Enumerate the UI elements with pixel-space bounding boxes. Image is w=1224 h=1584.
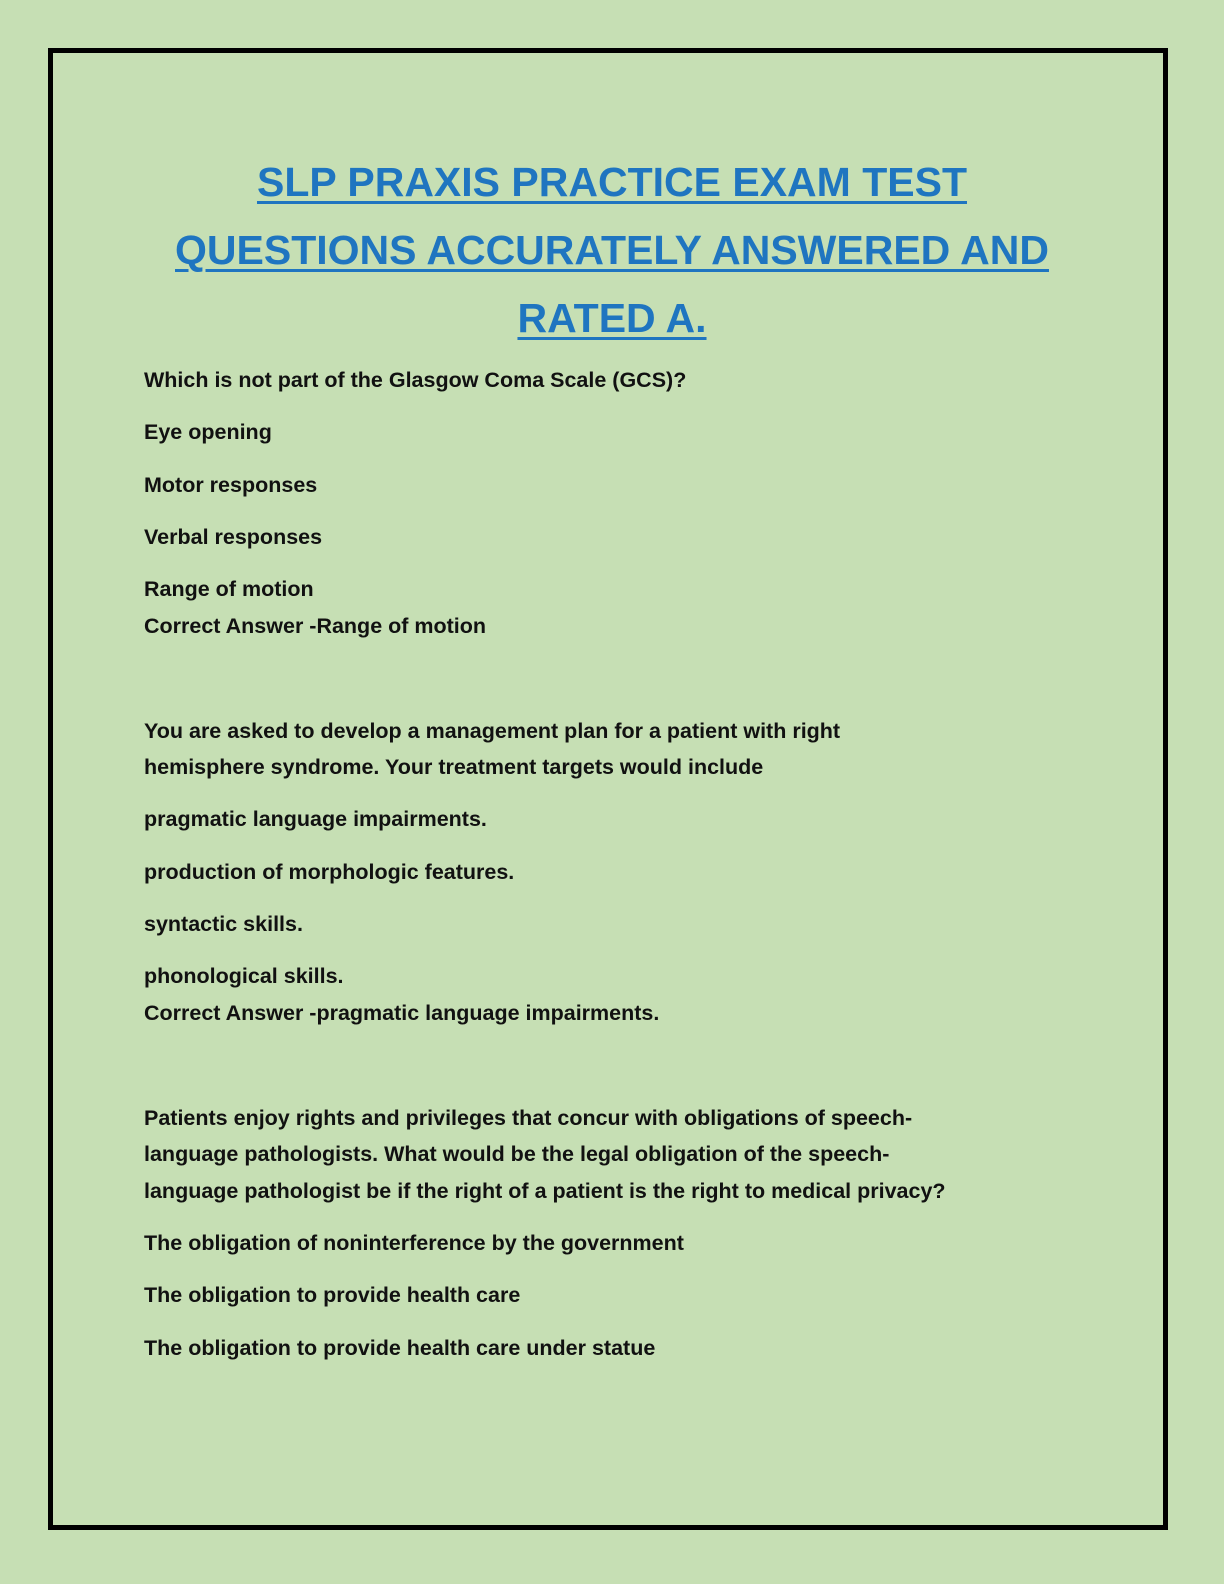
question-2-text-line-1: You are asked to develop a management plan for a patient with right	[144, 719, 841, 743]
question-2-option-4: phonological skills.	[144, 964, 344, 988]
question-3-text-line-3: language pathologist be if the right of a patient is the right to medical privacy?	[144, 1179, 946, 1203]
question-3-text-line-2: language pathologists. What would be the legal obligation of the speech-	[144, 1142, 890, 1166]
title-line-3: RATED A.	[517, 295, 707, 341]
question-2-option-2: production of morphologic features.	[144, 860, 515, 884]
question-3-option-1: The obligation of noninterference by the government	[144, 1231, 684, 1255]
question-3-option-2: The obligation to provide health care	[144, 1283, 521, 1307]
question-2-option-3: syntactic skills.	[144, 912, 303, 936]
question-2-option-1: pragmatic language impairments.	[144, 807, 487, 831]
question-1-answer: Correct Answer -Range of motion	[144, 614, 487, 638]
question-1-option-3: Verbal responses	[144, 525, 323, 549]
question-1-option-4: Range of motion	[144, 577, 314, 601]
question-2-text-line-2: hemisphere syndrome. Your treatment targets would include	[144, 755, 764, 779]
title-line-2: QUESTIONS ACCURATELY ANSWERED AND	[175, 227, 1049, 273]
question-3-option-3: The obligation to provide health care under statue	[144, 1336, 656, 1360]
question-2-answer: Correct Answer -pragmatic language impairments.	[144, 1001, 660, 1025]
document-title	[100, 148, 1124, 352]
title-line-1: SLP PRAXIS PRACTICE EXAM TEST	[256, 159, 967, 205]
question-1-text: Which is not part of the Glasgow Coma Scale (GCS)?	[144, 368, 687, 392]
question-1-option-1: Eye opening	[144, 420, 272, 444]
question-3-text-line-1: Patients enjoy rights and privileges that concur with obligations of speech-	[144, 1106, 913, 1130]
question-1-option-2: Motor responses	[144, 473, 318, 497]
